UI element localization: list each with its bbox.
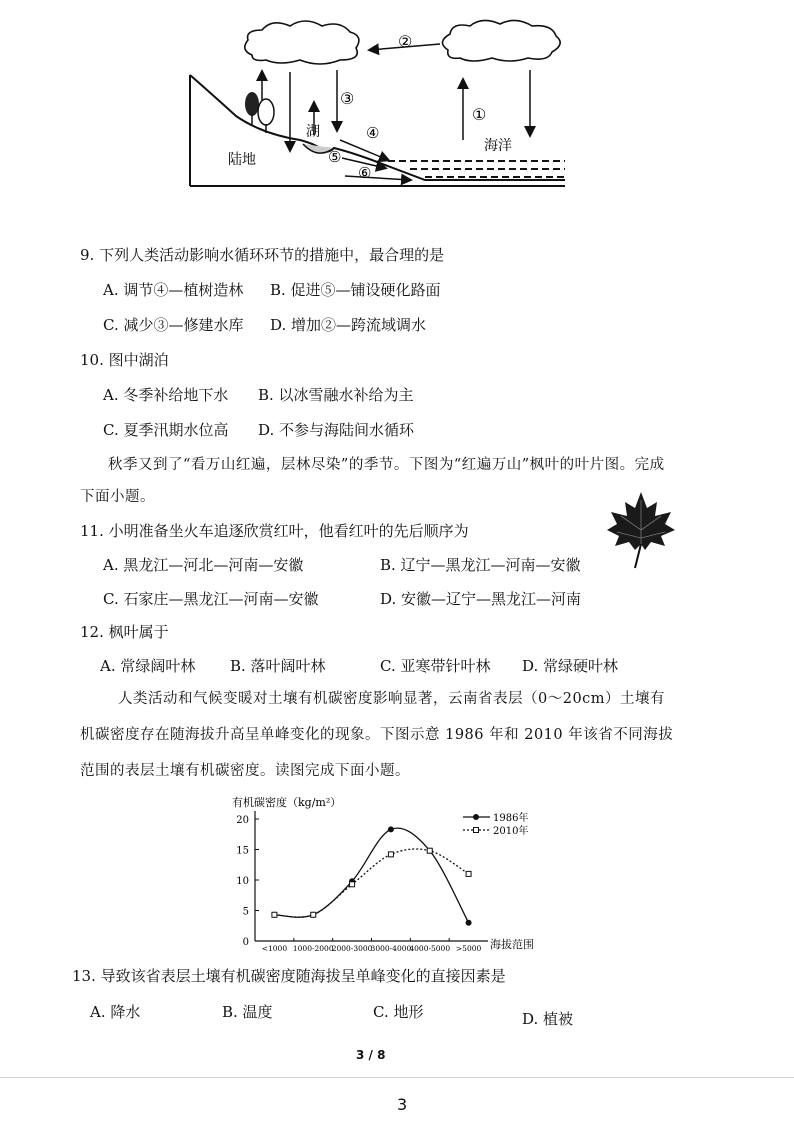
q11-option-c[interactable]: C. 石家庄—黑龙江—河南—安徽 (103, 590, 319, 608)
legend-marker-0 (473, 814, 479, 820)
x-tick-label: 3000-4000 (370, 944, 412, 953)
x-tick-label: 2000-3000 (331, 944, 373, 953)
y-tick-label: 5 (242, 906, 249, 918)
series-line-1 (274, 849, 468, 917)
q13-option-b[interactable]: B. 温度 (222, 1003, 273, 1021)
page-number-outer: 3 (397, 1095, 408, 1114)
q10-option-a[interactable]: A. 冬季补给地下水 (103, 386, 229, 404)
label-c6: ⑥ (358, 164, 372, 182)
q10-stem: 10. 图中湖泊 (80, 351, 169, 369)
q13-stem: 13. 导致该省表层土壤有机碳密度随海拔呈单峰变化的直接因素是 (72, 967, 506, 985)
water-cycle-diagram (0, 0, 794, 200)
legend-label-0: 1986年 (493, 813, 529, 824)
intro-maple-line1: 秋季又到了“看万山红遍，层林尽染”的季节。下图为“红遍万山”枫叶的叶片图。完成 (108, 457, 665, 473)
q10-option-c[interactable]: C. 夏季汛期水位高 (103, 421, 229, 439)
x-tick-label: <1000 (261, 944, 288, 953)
label-c4: ④ (366, 124, 380, 142)
q9-option-c[interactable]: C. 减少③—修建水库 (103, 316, 244, 334)
label-c1: ① (472, 105, 487, 124)
series-line-0 (274, 828, 468, 923)
intro-maple-line2: 下面小题。 (80, 489, 155, 505)
intro-carbon-line1: 人类活动和气候变暖对土壤有机碳密度影响显著，云南省表层（0～20cm）土壤有 (118, 691, 666, 707)
y-tick-label: 20 (236, 815, 249, 826)
q9-option-b[interactable]: B. 促进⑤—铺设硬化路面 (270, 281, 441, 299)
carbon-density-chart (0, 790, 794, 960)
x-tick-label: 4000-5000 (409, 944, 451, 953)
tree-icon (245, 92, 274, 133)
data-point-1 (350, 882, 355, 887)
intro-carbon-line2: 机碳密度存在随海拔升高呈单峰变化的现象。下图示意 1986 年和 2010 年该省不同海拔 (80, 727, 674, 743)
q12-option-d[interactable]: D. 常绿硬叶林 (522, 657, 619, 675)
label-ocean: 海洋 (484, 138, 512, 154)
arrow-6-groundwater (345, 176, 410, 180)
data-point-0 (388, 826, 394, 832)
chart-ylabel: 有机碳密度（kg/m²） (232, 796, 342, 809)
label-c5: ⑤ (328, 148, 342, 166)
q10-option-d[interactable]: D. 不参与海陆间水循环 (258, 421, 415, 439)
y-tick-label: 0 (242, 937, 249, 948)
label-lake: 湖 (306, 124, 320, 140)
q12-stem: 12. 枫叶属于 (80, 623, 169, 641)
q12-option-b[interactable]: B. 落叶阔叶林 (230, 657, 326, 675)
q11-stem: 11. 小明准备坐火车追逐欣赏红叶，他看红叶的先后顺序为 (80, 522, 469, 540)
q11-option-d[interactable]: D. 安徽—辽宁—黑龙江—河南 (380, 590, 582, 608)
y-tick-label: 15 (236, 845, 249, 857)
q13-option-c[interactable]: C. 地形 (373, 1003, 424, 1021)
maple-leaf-icon (605, 490, 677, 570)
label-c2: ② (398, 32, 413, 51)
label-land: 陆地 (228, 152, 256, 168)
q9-stem: 9. 下列人类活动影响水循环环节的措施中，最合理的是 (80, 246, 445, 264)
q12-option-c[interactable]: C. 亚寒带针叶林 (380, 657, 491, 675)
q9-option-d[interactable]: D. 增加②—跨流域调水 (270, 316, 427, 334)
q13-option-d[interactable]: D. 植被 (522, 1010, 574, 1028)
data-point-1 (272, 912, 277, 917)
legend-marker-1 (474, 828, 479, 833)
y-tick-label: 10 (236, 876, 249, 887)
page-number-inner: 3 / 8 (356, 1048, 386, 1062)
x-tick-label: >5000 (455, 944, 482, 953)
q11-option-b[interactable]: B. 辽宁—黑龙江—河南—安徽 (380, 556, 581, 574)
intro-carbon-line3: 范围的表层土壤有机碳密度。读图完成下面小题。 (80, 763, 410, 779)
label-c3: ③ (340, 89, 355, 108)
data-point-1 (427, 848, 432, 853)
page-divider (0, 1077, 794, 1078)
q10-option-b[interactable]: B. 以冰雪融水补给为主 (258, 386, 414, 404)
data-point-1 (311, 912, 316, 917)
legend-label-1: 2010年 (493, 826, 529, 837)
x-tick-label: 1000-2000 (292, 944, 334, 953)
q12-option-a[interactable]: A. 常绿阔叶林 (100, 657, 196, 675)
q11-option-a[interactable]: A. 黑龙江—河北—河南—安徽 (103, 556, 304, 574)
q9-option-a[interactable]: A. 调节④—植树造林 (103, 281, 244, 299)
ocean-water (388, 161, 565, 177)
q13-option-a[interactable]: A. 降水 (90, 1003, 141, 1021)
data-point-1 (466, 871, 471, 876)
data-point-0 (466, 920, 472, 926)
cloud-left (245, 21, 359, 64)
chart-xlabel: 海拔范围 (490, 938, 534, 951)
cloud-right (442, 20, 560, 61)
data-point-1 (388, 852, 393, 857)
